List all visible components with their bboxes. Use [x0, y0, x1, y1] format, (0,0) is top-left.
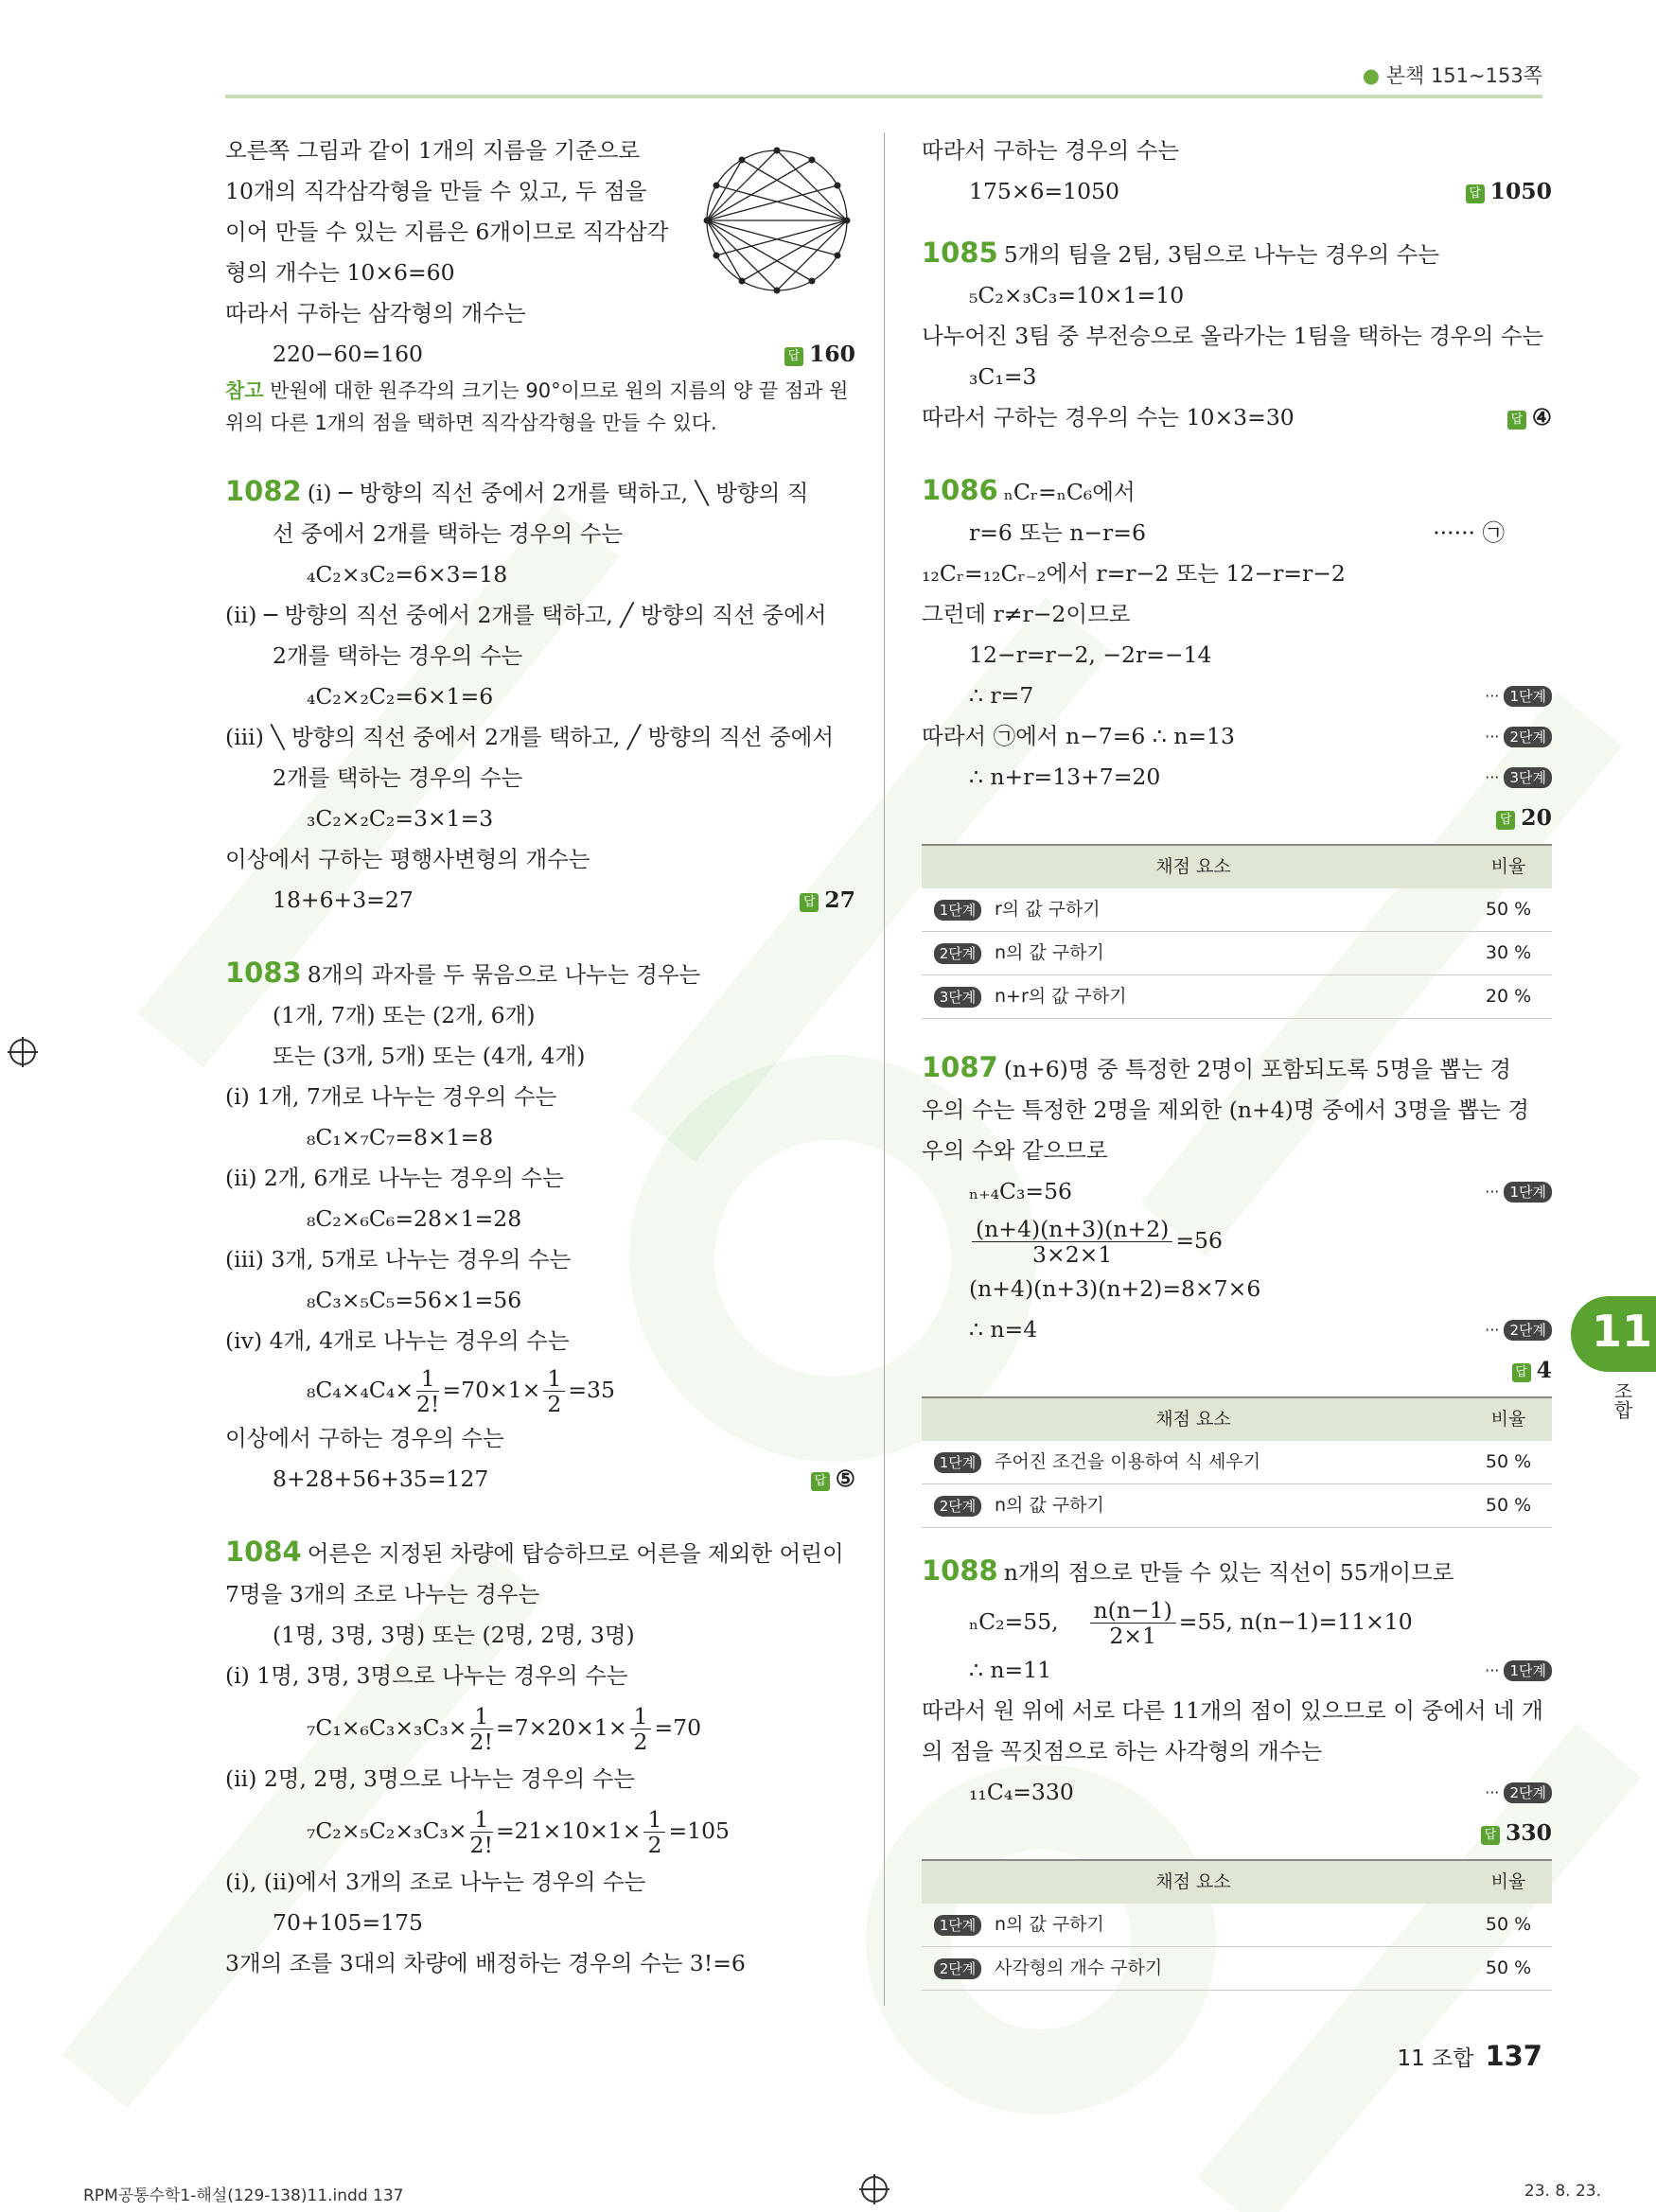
- table-row: 1단계 r의 값 구하기 50 %: [922, 888, 1552, 932]
- answer-line: [922, 798, 1552, 838]
- table-header: 채점 요소: [922, 1860, 1465, 1904]
- equation: ₃C₁=3: [969, 363, 1037, 390]
- answer-line: [922, 1350, 1552, 1391]
- table-row: 2단계 n의 값 구하기 50 %: [922, 1484, 1552, 1528]
- text-line: 우의 수는 특정한 2명을 제외한 (n+4)명 중에서 3명을 뽑는 경: [922, 1097, 1529, 1123]
- registration-mark-icon: [861, 2176, 888, 2203]
- text-line: 이상에서 구하는 평행사변형의 개수는: [225, 846, 590, 872]
- chapter-title: 11 조합: [1397, 2046, 1474, 2071]
- step-marker: ··· 2단계: [1485, 1309, 1552, 1350]
- text-line: 오른쪽 그림과 같이 1개의 지름을 기준으로: [225, 137, 641, 164]
- text-line: 7명을 3개의 조로 나누는 경우는: [225, 1581, 540, 1607]
- answer-line: [922, 1813, 1552, 1853]
- equation: 70+105=175: [273, 1909, 423, 1936]
- print-file-info: RPM공통수학1-해설(129-138)11.indd 137: [83, 2186, 404, 2205]
- text-line: 의 점을 꼭짓점으로 하는 사각형의 개수는: [922, 1738, 1323, 1764]
- equation-line: [225, 334, 855, 375]
- text-line: ₁₂Cᵣ=₁₂Cᵣ₋₂에서 r=r−2 또는 12−r=r−2: [922, 560, 1346, 587]
- answer-icon: 답: [1512, 1363, 1531, 1382]
- step-marker: ··· 1단계: [1485, 676, 1552, 716]
- text-line: (ⅱ) ─ 방향의 직선 중에서 2개를 택하고, ╱ 방향의 직선 중에서: [225, 602, 827, 628]
- text-line: (ⅰ), (ⅱ)에서 3개의 조로 나누는 경우의 수는: [225, 1869, 646, 1895]
- answer-4: 답 4: [1512, 1350, 1552, 1391]
- text-line: 따라서 구하는 경우의 수는: [922, 137, 1180, 164]
- answer-4: 답 ④: [1507, 397, 1552, 438]
- table-header: 채점 요소: [922, 1397, 1465, 1441]
- equation-line: [225, 880, 855, 921]
- answer-icon: 답: [811, 1472, 830, 1491]
- table-header: 비율: [1465, 1397, 1552, 1441]
- answer-icon: 답: [1496, 811, 1515, 830]
- problem-1087: 1087 (n+6)명 중 특정한 2명이 포함되도록 5명을 뽑는 경: [922, 1051, 1511, 1083]
- equation: ₅C₂×₃C₃=10×1=10: [969, 282, 1185, 308]
- problem-number: 1085: [922, 237, 998, 269]
- text-line: 선 중에서 2개를 택하는 경우의 수는: [273, 520, 624, 547]
- equation: 18+6+3=27: [273, 887, 414, 913]
- text-line: 이상에서 구하는 경우의 수는: [225, 1425, 504, 1451]
- header-rule: [225, 95, 1542, 98]
- print-date: 23. 8. 23.: [1524, 2182, 1601, 2201]
- problem-1082: 1082 (ⅰ) ─ 방향의 직선 중에서 2개를 택하고, ╲ 방향의 직: [225, 475, 809, 507]
- problem-1086: 1086 ₙCᵣ=ₙC₆에서: [922, 474, 1136, 506]
- table-row: 2단계 n의 값 구하기 30 %: [922, 932, 1552, 975]
- fraction-equation: $\frac{(n+4)(n+3)(n+2)}{3\times 2\times 1}$ =56: [922, 1212, 1552, 1269]
- answer-icon: 답: [1481, 1826, 1500, 1845]
- table-row: 2단계 사각형의 개수 구하기 50 %: [922, 1947, 1552, 1991]
- scoring-table-1086: [922, 844, 1552, 1019]
- equation: (n+4)(n+3)(n+2)=8×7×6: [969, 1275, 1261, 1302]
- problem-number: 1084: [225, 1536, 302, 1568]
- equation-line: ∴ r=7 ··· 1단계: [922, 676, 1552, 716]
- chapter-tab-label: 조합: [1611, 1381, 1633, 1419]
- note-label: 참고: [225, 379, 264, 402]
- problem-1084: 1084 어른은 지정된 차량에 탑승하므로 어른을 제외한 어린이: [225, 1536, 844, 1568]
- equation-line: ∴ n=11 ··· 1단계: [922, 1650, 1552, 1691]
- equation-line: r=6 또는 n−r=6 ······ ㉠: [922, 513, 1552, 553]
- equation: ₈C₂×₆C₆=28×1=28: [307, 1205, 522, 1232]
- page-number: 137: [1485, 2040, 1542, 2072]
- problem-number: 1088: [922, 1554, 998, 1587]
- equation: 175×6=1050: [969, 178, 1119, 204]
- equation: ₃C₂×₂C₂=3×1=3: [307, 805, 494, 832]
- answer-160: 답 160: [784, 334, 855, 375]
- text-line: 따라서 구하는 경우의 수는 10×3=30: [922, 404, 1295, 430]
- marker-ga: ······ ㉠: [1433, 519, 1505, 546]
- text-line: 2개를 택하는 경우의 수는: [273, 764, 523, 791]
- problem-number: 1083: [225, 957, 302, 989]
- equation-line: [922, 397, 1552, 438]
- problem-number: 1082: [225, 475, 302, 507]
- fraction-equation: ₇C₁×₆C₃×₃C₃× $\frac{1}{2!}$ =7×20×1× $\frac{1}{2}$ =70: [307, 1703, 702, 1755]
- equation-line: ∴ n=4 ··· 2단계: [922, 1309, 1552, 1350]
- table-row: 3단계 n+r의 값 구하기 20 %: [922, 975, 1552, 1019]
- text-line: 이어 만들 수 있는 지름은 6개이므로 직각삼각: [225, 219, 669, 245]
- text-line: 형의 개수는 10×6=60: [225, 259, 455, 286]
- text-line: 3개의 조를 3대의 차량에 배정하는 경우의 수는 3!=6: [225, 1950, 746, 1976]
- problem-1088: 1088 n개의 점으로 만들 수 있는 직선이 55개이므로: [922, 1554, 1454, 1587]
- table-row: 1단계 주어진 조건을 이용하여 식 세우기 50 %: [922, 1441, 1552, 1484]
- equation: 12−r=r−2, −2r=−14: [969, 641, 1212, 668]
- text-line: 2개를 택하는 경우의 수는: [273, 642, 523, 669]
- text-line: 또는 (3개, 5개) 또는 (4개, 4개): [273, 1043, 586, 1069]
- step-marker: ··· 1단계: [1485, 1171, 1552, 1212]
- text-line: 그런데 r≠r−2이므로: [922, 601, 1131, 627]
- problem-1083: 1083 8개의 과자를 두 묶음으로 나누는 경우는: [225, 957, 701, 989]
- text-line: (ⅳ) 4개, 4개로 나누는 경우의 수는: [225, 1327, 570, 1354]
- right-column: [922, 131, 1552, 2000]
- step-marker: ··· 2단계: [1485, 1772, 1552, 1813]
- text-line: (1개, 7개) 또는 (2개, 6개): [273, 1002, 536, 1028]
- table-row: 1단계 n의 값 구하기 50 %: [922, 1904, 1552, 1947]
- answer-icon: 답: [1507, 411, 1526, 430]
- equation-line: ∴ n+r=13+7=20 ··· 3단계: [922, 757, 1552, 798]
- column-divider: [884, 132, 885, 2006]
- problem-1085: 1085 5개의 팀을 2팀, 3팀으로 나누는 경우의 수는: [922, 237, 1440, 269]
- registration-mark-icon: [9, 1039, 36, 1065]
- text-line: (ⅰ) 1개, 7개로 나누는 경우의 수는: [225, 1083, 557, 1110]
- equation-line: [225, 1459, 855, 1500]
- equation: ₈C₃×₅C₅=56×1=56: [307, 1287, 522, 1313]
- left-column: [225, 131, 855, 1984]
- equation: ₈C₁×₇C₇=8×1=8: [307, 1124, 494, 1150]
- text-line: (ⅰ) 1명, 3명, 3명으로 나누는 경우의 수는: [225, 1662, 628, 1689]
- answer-icon: 답: [800, 893, 819, 912]
- chapter-tab[interactable]: [1571, 1296, 1656, 1372]
- text-line: 나누어진 3팀 중 부전승으로 올라가는 1팀을 택하는 경우의 수는: [922, 323, 1544, 349]
- text-line: 우의 수와 같으므로: [922, 1137, 1108, 1164]
- fraction-equation: ₙC₂=55, $\frac{n(n-1)}{2\times 1}$ =55, n(n−1)=11×10: [969, 1597, 1413, 1649]
- answer-1050: 답 1050: [1466, 171, 1552, 212]
- table-header: 비율: [1465, 1860, 1552, 1904]
- text-line: (ⅱ) 2명, 2명, 3명으로 나누는 경우의 수는: [225, 1765, 636, 1792]
- scoring-table-1088: [922, 1859, 1552, 1991]
- fraction-equation: ₇C₂×₅C₂×₃C₃× $\frac{1}{2!}$ =21×10×1× $\frac{1}{2}$ =105: [307, 1806, 730, 1858]
- text-line: 10개의 직각삼각형을 만들 수 있고, 두 점을: [225, 178, 647, 204]
- text-line: 따라서 구하는 삼각형의 개수는: [225, 300, 526, 326]
- text-line: (ⅲ) ╲ 방향의 직선 중에서 2개를 택하고, ╱ 방향의 직선 중에서: [225, 724, 835, 750]
- problem-number: 1086: [922, 474, 998, 506]
- table-header: 비율: [1465, 845, 1552, 888]
- step-marker: ··· 3단계: [1485, 757, 1552, 798]
- equation: ₄C₂×₂C₂=6×1=6: [307, 683, 494, 710]
- text-line: (1명, 3명, 3명) 또는 (2명, 2명, 3명): [273, 1622, 635, 1648]
- reference-note: 참고 반원에 대한 원주각의 크기는 90°이므로 원의 지름의 양 끝 점과 원 위의 다른 1개의 점을 택하면 직각삼각형을 만들 수 있다.: [225, 379, 849, 434]
- page-footer: [1397, 2040, 1542, 2072]
- step-marker: ··· 1단계: [1485, 1650, 1552, 1691]
- answer-27: 답 27: [800, 880, 855, 921]
- answer-icon: 답: [784, 347, 803, 366]
- page-reference: ● 본책 151~153쪽: [1362, 64, 1542, 87]
- text-line: 따라서 원 위에 서로 다른 11개의 점이 있으므로 이 중에서 네 개: [922, 1697, 1543, 1724]
- problem-number: 1087: [922, 1051, 998, 1083]
- text-line: (ⅲ) 3개, 5개로 나누는 경우의 수는: [225, 1246, 572, 1273]
- answer-5: 답 ⑤: [811, 1459, 855, 1500]
- table-header: 채점 요소: [922, 845, 1465, 888]
- equation: ₄C₂×₃C₂=6×3=18: [307, 561, 508, 588]
- answer-20: 답 20: [1496, 798, 1552, 838]
- equation: 8+28+56+35=127: [273, 1466, 489, 1492]
- answer-icon: 답: [1466, 184, 1485, 203]
- step-marker: ··· 2단계: [1485, 716, 1552, 757]
- chapter-number: 11: [1592, 1306, 1653, 1357]
- answer-330: 답 330: [1481, 1813, 1552, 1853]
- equation-line: [922, 171, 1552, 212]
- fraction-equation: ₈C₄×₄C₄× $\frac{1}{2!}$ =70×1× $\frac{1}{2}$ =35: [307, 1365, 615, 1417]
- scoring-table-1087: [922, 1396, 1552, 1528]
- equation-line: ₙ₊₄C₃=56 ··· 1단계: [922, 1171, 1552, 1212]
- equation-line: ₁₁C₄=330 ··· 2단계: [922, 1772, 1552, 1813]
- text-line: (ⅱ) 2개, 6개로 나누는 경우의 수는: [225, 1165, 564, 1191]
- equation-line: 따라서 ㉠에서 n−7=6 ∴ n=13 ··· 2단계: [922, 716, 1552, 757]
- equation: 220−60=160: [273, 341, 423, 367]
